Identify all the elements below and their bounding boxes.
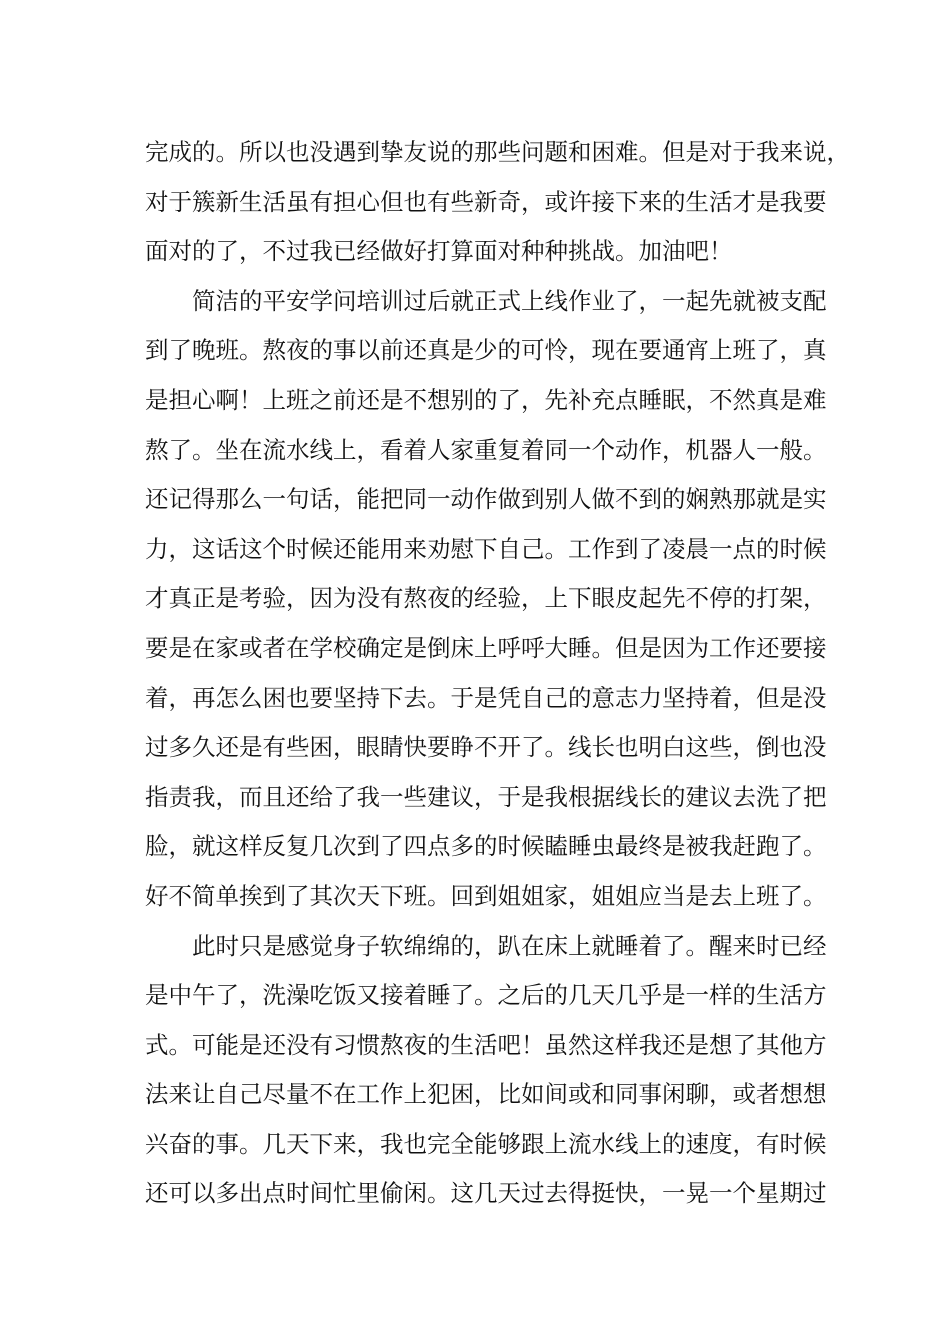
- text-line: 脸，就这样反复几次到了四点多的时候瞌睡虫最终是被我赶跑了。: [145, 832, 827, 861]
- text-line: 力，这话这个时候还能用来劝慰下自己。工作到了凌晨一点的时候: [145, 534, 827, 563]
- text-line: 还可以多出点时间忙里偷闲。这几天过去得挺快，一晃一个星期过: [145, 1179, 827, 1208]
- text-line: 熬了。坐在流水线上，看着人家重复着同一个动作，机器人一般。: [145, 435, 827, 464]
- text-line: 此时只是感觉身子软绵绵的，趴在床上就睡着了。醒来时已经: [192, 931, 827, 960]
- text-line: 是担心啊！上班之前还是不想别的了，先补充点睡眠，不然真是难: [145, 385, 827, 414]
- text-line: 对于簇新生活虽有担心但也有些新奇，或许接下来的生活才是我要: [145, 187, 827, 216]
- text-line: 指责我，而且还给了我一些建议，于是我根据线长的建议去洗了把: [145, 782, 827, 811]
- text-line: 法来让自己尽量不在工作上犯困，比如间或和同事闲聊，或者想想: [145, 1080, 827, 1109]
- text-line: 式。可能是还没有习惯熬夜的生活吧！虽然这样我还是想了其他方: [145, 1030, 827, 1059]
- text-line: 还记得那么一句话，能把同一动作做到别人做不到的娴熟那就是实: [145, 485, 827, 514]
- text-line: 简洁的平安学问培训过后就正式上线作业了，一起先就被支配: [192, 286, 827, 315]
- text-line: 到了晚班。熬夜的事以前还真是少的可怜，现在要通宵上班了，真: [145, 336, 827, 365]
- text-line: 过多久还是有些困，眼睛快要睁不开了。线长也明白这些，倒也没: [145, 733, 827, 762]
- text-line: 完成的。所以也没遇到挚友说的那些问题和困难。但是对于我来说，: [145, 138, 850, 166]
- text-line: 着，再怎么困也要坚持下去。于是凭自己的意志力坚持着，但是没: [145, 683, 827, 712]
- text-line: 是中午了，洗澡吃饭又接着睡了。之后的几天几乎是一样的生活方: [145, 981, 827, 1010]
- text-line: 兴奋的事。几天下来，我也完全能够跟上流水线上的速度，有时候: [145, 1129, 827, 1158]
- text-line: 要是在家或者在学校确定是倒床上呼呼大睡。但是因为工作还要接: [145, 633, 827, 662]
- text-line: 好不简单挨到了其次天下班。回到姐姐家，姐姐应当是去上班了。: [145, 881, 827, 910]
- text-line: 面对的了，不过我已经做好打算面对种种挑战。加油吧！: [145, 237, 733, 266]
- text-line: 才真正是考验，因为没有熬夜的经验，上下眼皮起先不停的打架，: [145, 584, 827, 613]
- body-text: [145, 128, 850, 1219]
